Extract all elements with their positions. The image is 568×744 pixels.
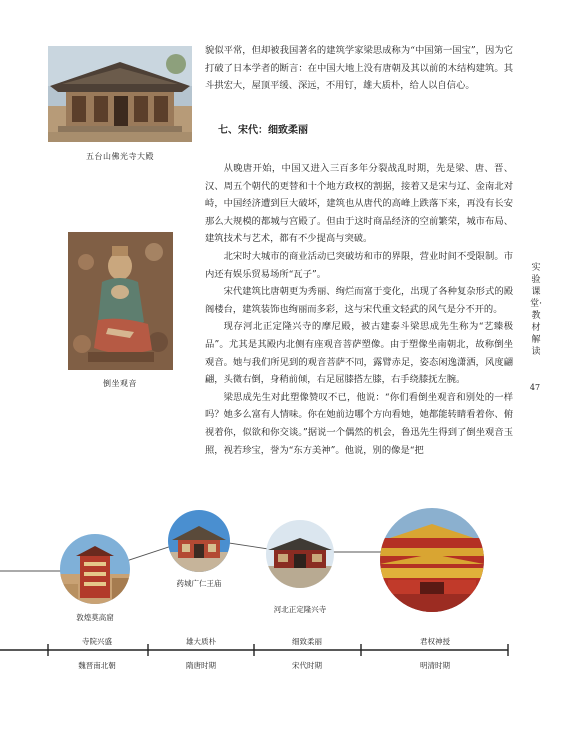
guangren-temple-photo — [168, 510, 230, 572]
intro-text: 貌似平常，但却被我国著名的建筑学家梁思成称为“中国第一国宝”，因为它打破了日本学者的断言：在中国大地上没有唐朝及其以前的木结构建筑。其斗拱宏大，屋顶平缓、深远，不用钉，雄大质朴，给人以自信心。 — [205, 45, 513, 92]
longxing-temple-photo — [266, 520, 334, 588]
guanyin-statue-photo — [68, 232, 173, 370]
guangren-caption: 药城广仁王庙 — [176, 579, 222, 588]
timeline-period: 宋代时期 — [292, 661, 322, 670]
side-section-label: 实验课堂·教材解读 — [530, 263, 542, 357]
timeline-theme: 君权神授 — [420, 637, 450, 646]
body-text — [205, 160, 513, 459]
body-paragraph: 从晚唐开始，中国又进入三百多年分裂战乱时期，先是梁、唐、晋、汉、周五个朝代的更替和十个地方政权的割据，接着又是宋与辽、金南北对峙，中国经济遭到巨大破坏，建筑也从唐代的高峰上跌落下来，再没有长安那么大规模的都城与宫殿了。但由于这时商品经济的空前繁荣，城市布局、建筑技术与艺术，都有不少提高与突破。 — [205, 163, 513, 245]
dunhuang-caption: 敦煌莫高窟 — [76, 613, 114, 622]
foguang-caption: 五台山佛光寺大殿 — [86, 152, 154, 161]
body-paragraph: 梁思成先生对此塑像赞叹不已，他说：“你们看倒坐观音和别处的一样吗？她多么富有人情味。你在她前边哪个方向看她，她都能转睛看着你、俯视着你，似欲和你交谈。”据说一个偶然的机会，鲁迅先生得到了倒坐观音玉照，视若珍宝，誉为“东方美神”。他说，别的像是“把 — [205, 391, 513, 456]
section-heading: 七、宋代：细致柔丽 — [218, 125, 308, 136]
forbidden-city-photo — [380, 508, 484, 612]
body-paragraph: 北宋时大城市的商业活动已突破坊和市的界限，营业时间不受限制。市内还有娱乐贸易场所“瓦子”。 — [205, 250, 513, 280]
timeline-theme: 细致柔丽 — [292, 637, 322, 646]
timeline-period: 明清时期 — [420, 661, 450, 670]
intro-paragraph — [205, 42, 513, 95]
timeline-period: 隋唐时期 — [186, 661, 216, 670]
body-paragraph: 宋代建筑比唐朝更为秀丽、绚烂而富于变化，出现了各种复杂形式的殿阁楼台，建筑装饰也绚丽而多彩，这与宋代重文轻武的风气是分不开的。 — [205, 286, 513, 315]
timeline-theme: 寺院兴盛 — [82, 637, 112, 646]
timeline-period: 魏晋南北朝 — [78, 661, 116, 670]
foguang-temple-photo — [48, 46, 192, 142]
timeline-theme: 雄大质朴 — [186, 637, 216, 646]
page-number: 47 — [529, 383, 541, 392]
body-paragraph: 现存河北正定隆兴寺的摩尼殿，被古建泰斗梁思成先生称为“艺臻极品”。尤其是其殿内北侧有座观音菩萨塑像。由于塑像坐南朝北，故称倒坐观音。她与我们所见到的观音菩萨不同，露臂赤足，姿态闲逸潇洒，风度翩翩，头微右倒，身稍前倾，右足屈膝搭左膝，右手绕膝抚左腕。 — [205, 321, 513, 386]
dunhuang-photo — [60, 534, 130, 604]
guanyin-caption: 倒坐观音 — [103, 379, 137, 388]
longxing-caption: 河北正定隆兴寺 — [273, 605, 327, 614]
